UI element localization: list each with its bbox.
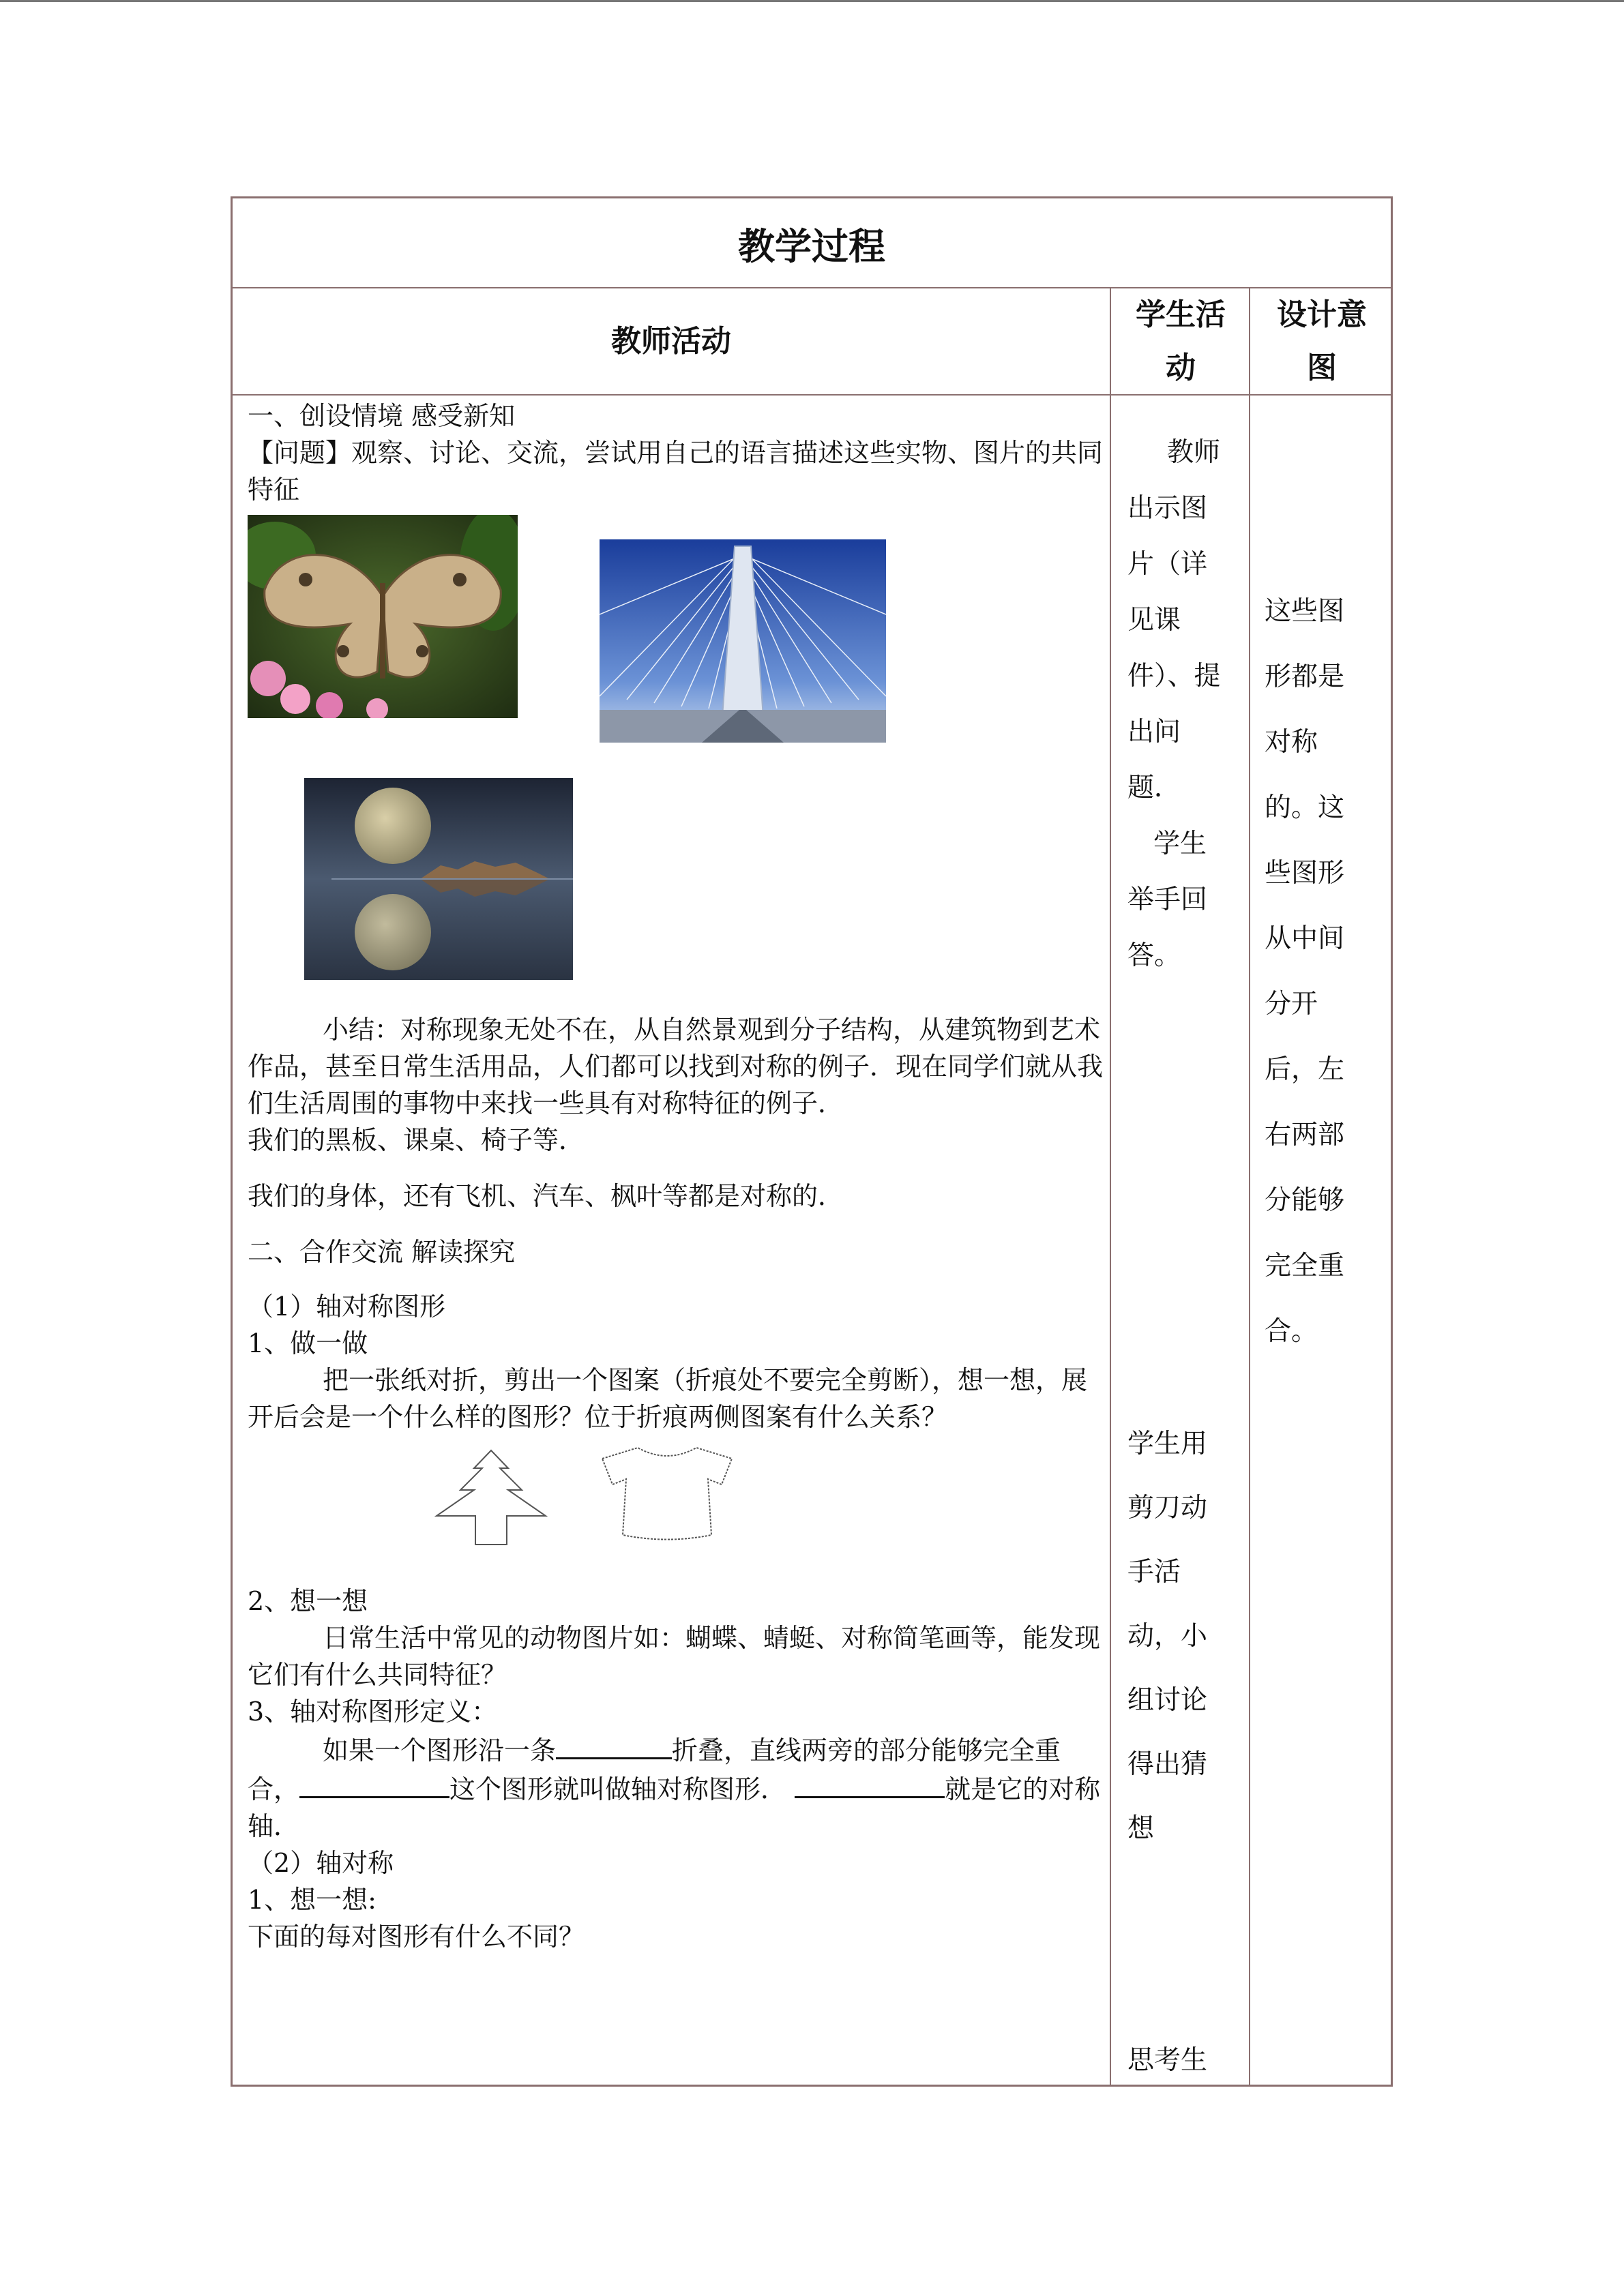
design-line: 分能够 <box>1265 1185 1345 1216</box>
paper-tree-icon <box>426 1448 556 1550</box>
student-activity-3: 思考生 <box>1127 2045 1208 2076</box>
examples-line-1: 我们的黑板、课桌、椅子等． <box>248 1125 585 1155</box>
header-student: 学生活动 <box>1136 297 1226 385</box>
blank-1[interactable] <box>556 1730 672 1759</box>
student-line: 得出猜 <box>1127 1749 1208 1780</box>
paper-shirt-icon <box>595 1445 739 1547</box>
student-line: 片（详 <box>1127 549 1208 580</box>
student-line: 答。 <box>1127 940 1181 971</box>
design-line: 这些图 <box>1265 596 1345 627</box>
student-line: 出示图 <box>1127 493 1208 524</box>
design-line: 分开 <box>1265 989 1318 1019</box>
moon-reflection-photo <box>304 778 573 980</box>
think2-text: 下面的每对图形有什么不同？ <box>248 1922 585 1952</box>
think2-title: 1、想一想: <box>248 1885 377 1915</box>
header-teacher: 教师活动 <box>611 323 731 359</box>
examples-line-2: 我们的身体，还有飞机、汽车、枫叶等都是对称的． <box>248 1181 844 1211</box>
think-title: 2、想一想 <box>248 1586 368 1616</box>
sub-heading-1: （1）轴对称图形 <box>248 1292 446 1322</box>
design-line: 对称 <box>1265 727 1318 758</box>
paper-cut-figures <box>248 1435 1110 1583</box>
design-line: 些图形 <box>1265 858 1345 889</box>
design-line: 形都是 <box>1265 661 1345 692</box>
design-line: 后，左 <box>1265 1054 1345 1085</box>
section-2-heading: 二、合作交流 解读探究 <box>248 1237 516 1267</box>
student-activity-1 <box>1112 425 1249 984</box>
student-line: 教师 <box>1167 437 1221 468</box>
student-line: 件）、提 <box>1127 661 1221 691</box>
student-line: 手活 <box>1127 1557 1181 1587</box>
column-divider-1 <box>1110 287 1111 2085</box>
design-line: 右两部 <box>1265 1120 1345 1150</box>
student-line: 动，小 <box>1127 1621 1208 1652</box>
student-line: 举手回 <box>1127 884 1208 915</box>
student-line: 想 <box>1127 1813 1155 1844</box>
definition-title: 3、轴对称图形定义： <box>248 1697 498 1727</box>
butterfly-photo <box>248 515 518 718</box>
summary-text: 小结：对称现象无处不在，从自然景观到分子结构，从建筑物到艺术作品，甚至日常生活用品，人们都可以找到对称的例子．现在同学们就从我们生活周围的事物中来找一些具有对称特征的例子． <box>248 1015 1104 1118</box>
student-activity-2 <box>1112 1412 1249 1861</box>
top-rule <box>0 0 1624 2</box>
student-line: 组讨论 <box>1127 1685 1208 1716</box>
design-line: 从中间 <box>1265 923 1345 954</box>
header-design: 设计意图 <box>1277 297 1367 385</box>
student-line: 题． <box>1127 773 1181 803</box>
do-text: 把一张纸对折，剪出一个图案（折痕处不要完全剪断），想一想，展开后会是一个什么样的图形？位于折痕两侧图案有什么关系？ <box>248 1365 1088 1432</box>
think-text: 日常生活中常见的动物图片如：蝴蝶、蜻蜓、对称简笔画等，能发现它们有什么共同特征？ <box>248 1623 1101 1690</box>
design-line: 完全重 <box>1265 1251 1345 1281</box>
sub-heading-2: （2）轴对称 <box>248 1848 394 1878</box>
bridge-photo <box>600 539 886 743</box>
student-line: 剪刀动 <box>1127 1493 1208 1523</box>
blank-2[interactable] <box>299 1769 449 1798</box>
design-line: 合。 <box>1265 1316 1318 1347</box>
section-1-heading: 一、创设情境 感受新知 <box>248 401 516 431</box>
lesson-table <box>231 196 1393 2087</box>
design-intent <box>1252 579 1389 1365</box>
page-title: 教学过程 <box>738 224 885 268</box>
student-line: 见课 <box>1127 605 1181 636</box>
blank-3[interactable] <box>795 1769 945 1798</box>
do-title: 1、做一做 <box>248 1328 368 1358</box>
design-line: 的。这 <box>1265 792 1345 823</box>
column-divider-2 <box>1249 287 1250 2085</box>
student-line: 学生用 <box>1127 1429 1208 1459</box>
student-line: 学生 <box>1153 829 1207 859</box>
definition-text: 如果一个图形沿一条 折叠，直线两旁的部分能够完全重合， 这个图形就叫做轴对称图形． 就是它的对称轴． <box>248 1730 1110 1845</box>
section-1-question: 【问题】观察、讨论、交流，尝试用自己的语言描述这些实物、图片的共同特征 <box>248 438 1104 505</box>
student-line: 出问 <box>1127 717 1181 747</box>
